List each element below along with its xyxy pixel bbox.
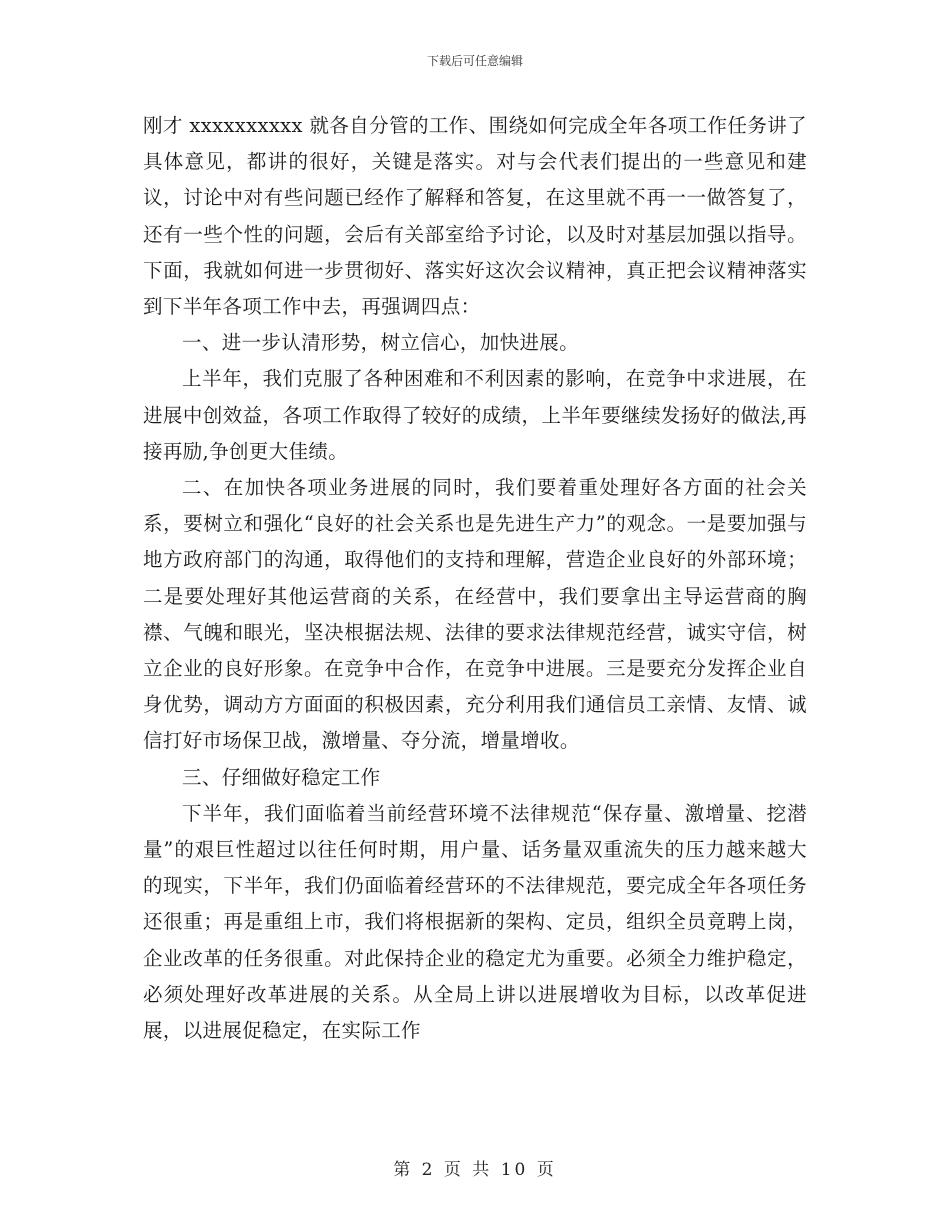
page-number-footer: 第 2 页 共 10 页	[393, 1160, 557, 1180]
section-heading-one: 一、进一步认清形势，树立信心，加快进展。	[182, 331, 580, 355]
page-header-note: 下载后可任意编辑	[426, 54, 523, 68]
paragraph-intro: 刚才 xxxxxxxxxx 就各自分管的工作、围绕如何完成全年各项工作任务讲了具体意见，都讲的很好，关键是落实。对与会代表们提出的一些意见和建议，讨论中对有些问题已经作了解释和答复，在这里就不再一一做答复了，还有一些个性的问题，会后有关部室给予讨论，以及时对基层加强以指导。下面，我就如何进一步贯彻好、落实好这次会议精神，真正把会议精神落实到下半年各项工作中去，再强调四点：	[143, 114, 807, 319]
paragraph-section-three: 下半年，我们面临着当前经营环境不法律规范“保存量、激增量、挖潜量”的艰巨性超过以往任何时期，用户量、话务量双重流失的压力越来越大的现实，下半年，我们仍面临着经营环的不法律规范，要完成全年各项任务还很重；再是重组上市，我们将根据新的架构、定员，组织全员竟聘上岗，企业改革的任务很重。对此保持企业的稳定尤为重要。必须全力维护稳定，必须处理好改革进展的关系。从全局上讲以进展增收为目标，以改革促进展，以进展促稳定，在实际工作	[143, 801, 807, 1043]
paragraph-section-two: 二、在加快各项业务进展的同时，我们要着重处理好各方面的社会关系，要树立和强化“良好的社会关系也是先进生产力”的观念。一是要加强与地方政府部门的沟通，取得他们的支持和理解，营造企业良好的外部环境；二是要处理好其他运营商的关系，在经营中，我们要拿出主导运营商的胸襟、气魄和眼光，坚决根据法规、法律的要求法律规范经营，诚实守信，树立企业的良好形象。在竞争中合作，在竞争中进展。三是要充分发挥企业自身优势，调动方方面面的积极因素，充分利用我们通信员工亲情、友情、诚信打好市场保卫战，激增量、夺分流，增量增收。	[143, 476, 807, 753]
document-body	[143, 108, 807, 1049]
section-heading-three: 三、仔细做好稳定工作	[182, 765, 381, 789]
paragraph-first-half-review: 上半年，我们克服了各种困难和不利因素的影响，在竞争中求进展，在进展中创效益，各项工作取得了较好的成绩，上半年要继续发扬好的做法,再接再励,争创更大佳绩。	[143, 367, 807, 463]
